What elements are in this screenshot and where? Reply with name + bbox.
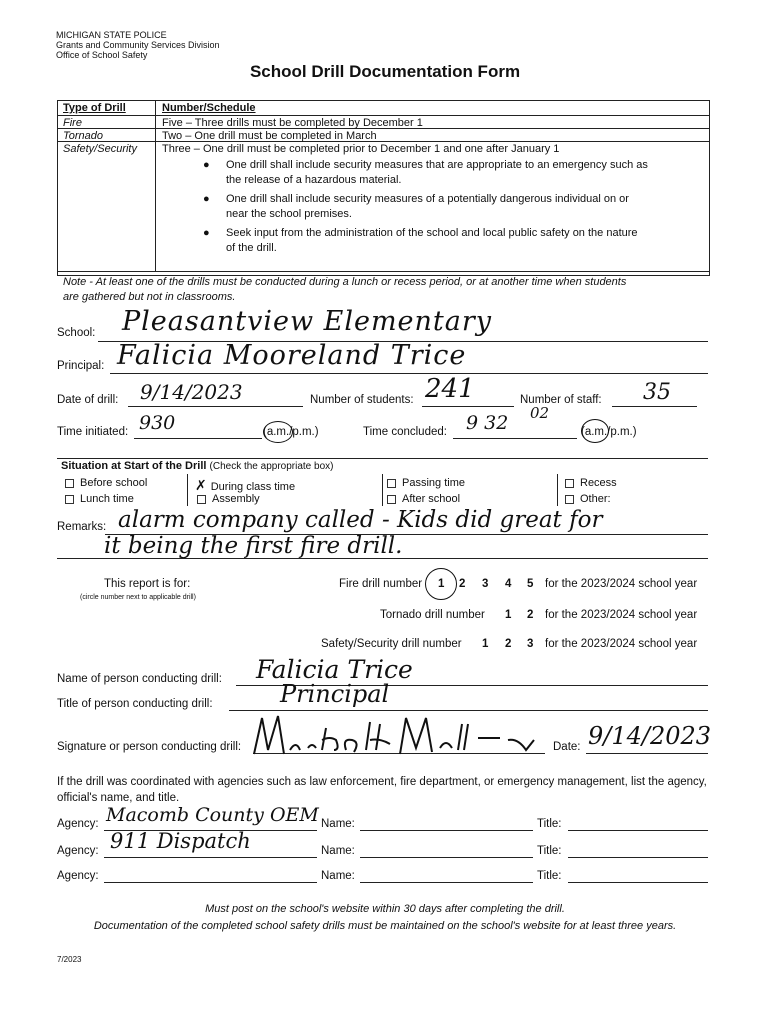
time-concluded-label: Time concluded: xyxy=(363,426,447,438)
checkbox-other[interactable]: Other: xyxy=(565,493,611,505)
time-initiated-line xyxy=(134,438,262,439)
situation-section xyxy=(57,458,708,507)
signature-label: Signature or person conducting drill: xyxy=(57,741,242,753)
situation-title: Situation at Start of the Drill xyxy=(61,460,207,472)
agency-name-label: Name: xyxy=(321,870,355,882)
bullet-text: One drill shall include security measures of a potentially dangerous individual on or xyxy=(226,193,629,205)
drill-date-field[interactable]: 9/14/2023 xyxy=(140,380,243,404)
agency-name-line xyxy=(360,830,533,831)
remarks-label: Remarks: xyxy=(57,521,107,533)
table-row-schedule: Two – One drill must be completed in March xyxy=(162,130,377,142)
drill-schedule-table xyxy=(57,100,710,276)
principal-label: Principal: xyxy=(57,360,105,372)
bullet-text: near the school premises. xyxy=(226,208,352,220)
ampm-options: (a.m./p.m.) xyxy=(581,426,637,438)
principal-line xyxy=(110,373,708,374)
footer-instruction: Documentation of the completed school safety drills must be maintained on the school's website for at least three years. xyxy=(93,920,677,932)
agency-intro: If the drill was coordinated with agencies such as law enforcement, fire department, or emergency management, list the agency, official's name, and title. xyxy=(57,776,707,804)
agency-title-line xyxy=(568,830,708,831)
bullet-icon: ● xyxy=(203,227,210,239)
agency-title-label: Title: xyxy=(537,818,562,830)
page-title: School Drill Documentation Form xyxy=(249,62,521,81)
agency-title-line xyxy=(568,857,708,858)
agency-name-label: Name: xyxy=(321,818,355,830)
tornado-year: for the 2023/2024 school year xyxy=(545,609,698,621)
safety-drill-label: Safety/Security drill number xyxy=(321,638,462,650)
situation-heading xyxy=(61,460,333,472)
table-row-type: Safety/Security xyxy=(63,143,137,155)
note-text: Note - At least one of the drills must be conducted during a lunch or recess period, or at another time when students xyxy=(63,276,627,288)
report-hint: (circle number next to applicable drill) xyxy=(80,594,196,601)
situation-hint: (Check the appropriate box) xyxy=(209,461,334,472)
bullet-icon: ● xyxy=(203,193,210,205)
bullet-text: Seek input from the administration of the school and local public safety on the nature xyxy=(226,227,638,239)
report-label: This report is for: xyxy=(104,578,191,590)
signature-image xyxy=(250,710,540,760)
remarks-field[interactable]: alarm company called - Kids did great for xyxy=(118,507,603,533)
col-header-type: Type of Drill xyxy=(63,102,126,114)
students-line xyxy=(422,406,514,407)
note-text: are gathered but not in classrooms. xyxy=(63,291,236,303)
table-divider xyxy=(155,101,156,271)
time-concluded-field[interactable]: 9 32 xyxy=(466,412,509,434)
checkbox-after-school[interactable]: After school xyxy=(387,493,460,505)
fire-number[interactable]: 4 xyxy=(505,578,512,590)
tornado-drill-label: Tornado drill number xyxy=(380,609,485,621)
conductor-title-label: Title of person conducting drill: xyxy=(57,698,213,710)
safety-number[interactable]: 1 xyxy=(482,638,489,650)
school-label: School: xyxy=(57,327,96,339)
agency-name-line xyxy=(360,882,533,883)
date-label: Date of drill: xyxy=(57,394,119,406)
bullet-icon: ● xyxy=(203,159,210,171)
time-initiated-field[interactable]: 930 xyxy=(139,412,176,434)
agency-title-label: Title: xyxy=(537,870,562,882)
conductor-title-field[interactable]: Principal xyxy=(280,680,390,708)
table-row-type: Tornado xyxy=(63,130,103,142)
staff-line xyxy=(612,406,697,407)
division-name: Grants and Community Services Division xyxy=(56,40,220,50)
checkbox-during-class[interactable]: ✗ During class time xyxy=(195,477,296,493)
agency-title-line xyxy=(568,882,708,883)
table-row-divider xyxy=(58,115,709,116)
students-field[interactable]: 241 xyxy=(425,374,475,404)
table-row-schedule: Three – One drill must be completed prior to December 1 and one after January 1 xyxy=(162,143,560,155)
ampm-options: (a.m./p.m.) xyxy=(263,426,319,438)
checkbox-passing-time[interactable]: Passing time xyxy=(387,477,465,489)
sig-date-label: Date: xyxy=(553,741,581,753)
am-circle xyxy=(263,421,293,443)
bullet-text: of the drill. xyxy=(226,242,277,254)
staff-field[interactable]: 35 xyxy=(643,380,671,405)
agency-name-label: Name: xyxy=(321,845,355,857)
bullet-text: One drill shall include security measures that are appropriate to an emergency such as xyxy=(226,159,648,171)
time-concluded-line xyxy=(453,438,577,439)
date-line xyxy=(128,406,303,407)
checkbox-recess[interactable]: Recess xyxy=(565,477,617,489)
fire-number-circle xyxy=(425,568,457,600)
fire-number[interactable]: 3 xyxy=(482,578,489,590)
fire-number[interactable]: 2 xyxy=(459,578,466,590)
safety-number[interactable]: 2 xyxy=(505,638,512,650)
safety-year: for the 2023/2024 school year xyxy=(545,638,698,650)
agency-title-label: Title: xyxy=(537,845,562,857)
safety-number[interactable]: 3 xyxy=(527,638,534,650)
fire-year: for the 2023/2024 school year xyxy=(545,578,698,590)
conductor-name-field[interactable]: Falicia Trice xyxy=(256,655,413,684)
tornado-number[interactable]: 1 xyxy=(505,609,512,621)
am-circle xyxy=(581,419,609,443)
agency-field[interactable]: Macomb County OEM xyxy=(106,804,319,826)
agency-label: Agency: xyxy=(57,818,99,830)
table-row-schedule: Five – Three drills must be completed by December 1 xyxy=(162,117,423,129)
principal-field[interactable]: Falicia Mooreland Trice xyxy=(117,340,467,371)
checkbox-assembly[interactable]: Assembly xyxy=(197,493,260,505)
tornado-number[interactable]: 2 xyxy=(527,609,534,621)
footer-instruction: Must post on the school's website within 30 days after completing the drill. xyxy=(205,903,565,915)
fire-number[interactable]: 5 xyxy=(527,578,534,590)
fire-drill-label: Fire drill number xyxy=(339,578,423,590)
agency-name-line xyxy=(360,857,533,858)
office-name: Office of School Safety xyxy=(56,50,148,60)
checkbox-before-school[interactable]: Before school xyxy=(65,477,147,489)
time-initiated-label: Time initiated: xyxy=(57,426,129,438)
agency-line xyxy=(104,857,317,858)
col-header-schedule: Number/Schedule xyxy=(162,102,256,114)
table-row-divider xyxy=(58,141,709,142)
bullet-text: the release of a hazardous material. xyxy=(226,174,402,186)
sig-date-line xyxy=(586,753,708,754)
agency-field[interactable]: 911 Dispatch xyxy=(110,829,251,853)
sig-date-field[interactable]: 9/14/2023 xyxy=(588,722,712,750)
agency-label: Agency: xyxy=(57,870,99,882)
table-row-type: Fire xyxy=(63,117,82,129)
table-row-divider xyxy=(58,271,709,272)
students-label: Number of students: xyxy=(310,394,414,406)
form-version: 7/2023 xyxy=(57,955,82,964)
checkmark-icon: ✗ xyxy=(195,477,207,493)
time-concluded-seconds: 02 xyxy=(530,404,550,422)
staff-label: Number of staff: xyxy=(520,394,602,406)
school-field[interactable]: Pleasantview Elementary xyxy=(122,306,493,337)
agency-line xyxy=(104,882,317,883)
fire-number[interactable]: 1 xyxy=(438,578,445,590)
agency-name: MICHIGAN STATE POLICE xyxy=(56,30,167,40)
remarks-field[interactable]: it being the first fire drill. xyxy=(104,533,403,559)
checkbox-lunch-time[interactable]: Lunch time xyxy=(65,493,134,505)
agency-label: Agency: xyxy=(57,845,99,857)
conductor-name-label: Name of person conducting drill: xyxy=(57,673,222,685)
